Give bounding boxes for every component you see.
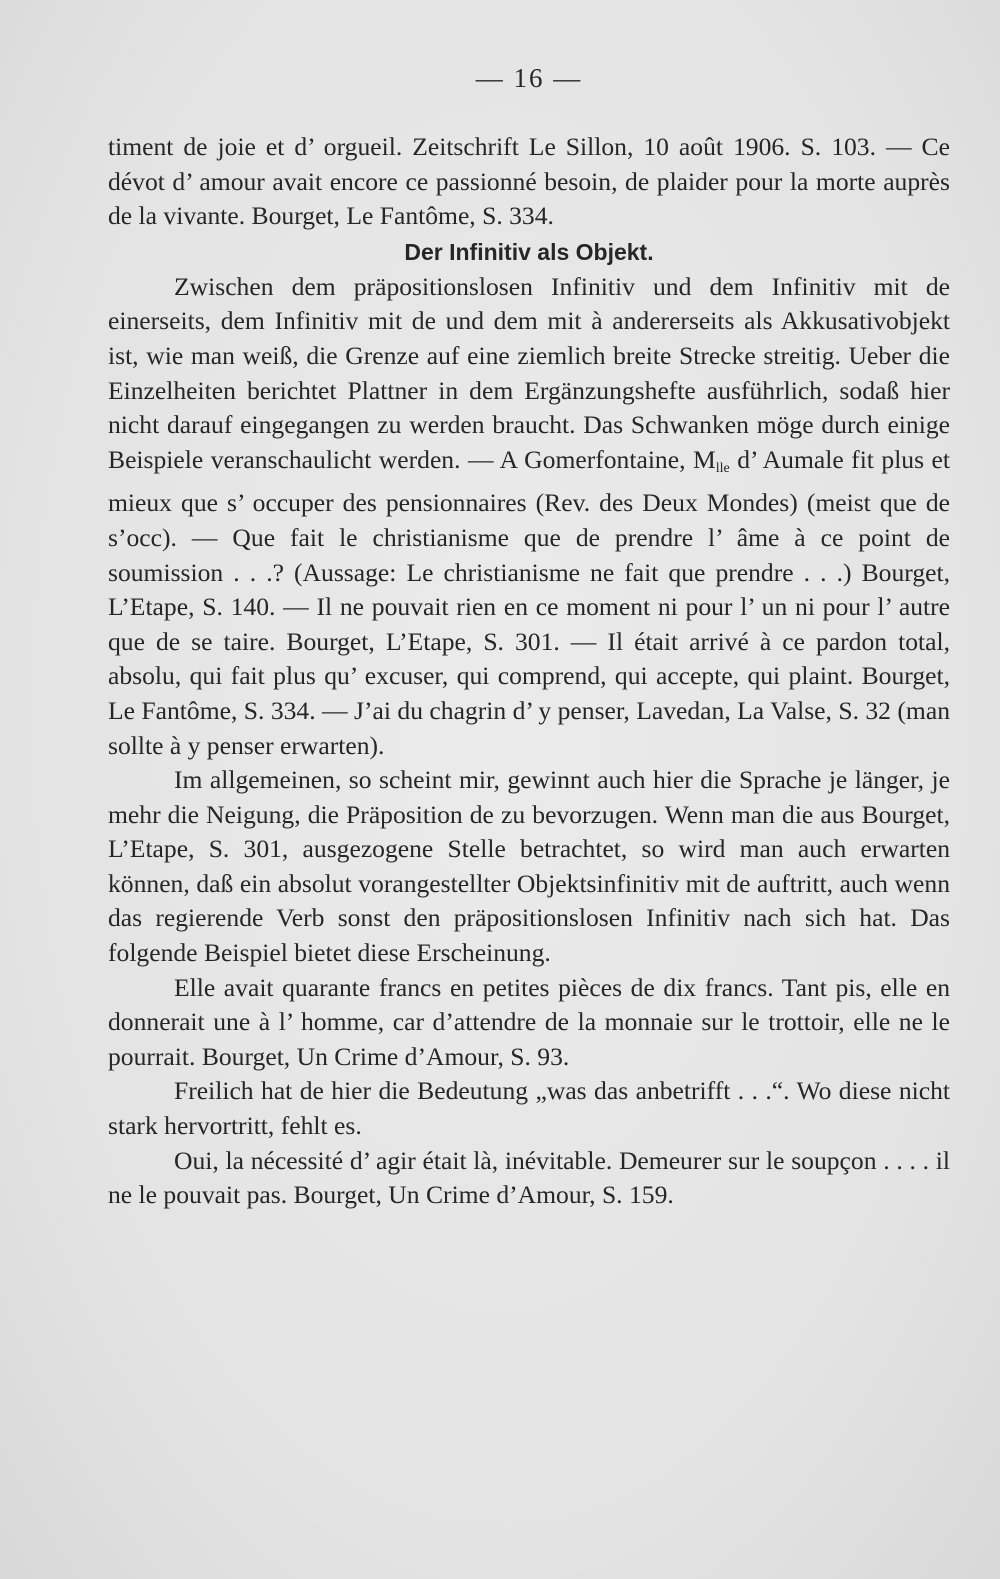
page-number: — 16 —	[475, 63, 583, 93]
paragraph-oui: Oui, la nécessité d’ agir était là, inévitable. Demeurer sur le soupçon . . . . il ne le pouvait pas. Bourget, Un Crime d’Amour, S. 159.	[108, 1145, 950, 1210]
paragraph-infinitiv-part2: d’ Aumale fit plus et mieux que s’ occuper des pensionnaires (Rev. des Deux Mondes) (meist que de s’occ). — Que fait le christianisme que de prendre l’ âme à ce point de soumission . . .? (Aussage: Le christianisme ne fait que prendre . . .) Bourget, L’Etape, S. 140. — Il ne pouvait rien en ce moment ni pour l’ un ni pour l’ autre que de se taire. Bourget, L’Etape, S. 301. — Il était arrivé à ce pardon total, absolu, qui fait plus qu’ excuser, qui comprend, qui accepte, qui plaint. Bourget, Le Fantôme, S. 334. — J’ai du chagrin d’ y penser, Lavedan, La Valse, S. 32 (man sollte à y penser erwarten).	[108, 444, 951, 760]
section-heading: Der Infinitiv als Objekt.	[404, 238, 654, 265]
paragraph-infinitiv-part1: Zwischen dem präpositionslosen Infinitiv und dem Infinitiv mit de einerseits, dem Infinitiv mit de und dem mit à andererseits als Akkusativobjekt ist, wie man weiß, die Grenze auf eine ziemlich breite Strecke streitig. Ueber die Einzelheiten berichtet Plattner in dem Ergänzungshefte ausführlich, sodaß hier nicht darauf eingegangen zu werden braucht. Das Schwanken möge durch einige Beispiele veranschaulicht werden. — A Gomerfontaine, M	[108, 271, 950, 474]
paragraph-infinitiv	[108, 270, 950, 763]
paragraph-allgemeinen: Im allgemeinen, so scheint mir, gewinnt auch hier die Sprache je länger, je mehr die Neigung, die Präposition de zu bevorzugen. Wenn man die aus Bourget, L’Etape, S. 301, ausgezogene Stelle betrachtet, so wird man auch erwarten können, daß ein absolut vorangestellter Objektsinfinitiv mit de auftritt, auch wenn das regierende Verb sonst den präpositionslosen Infinitiv nach sich hat. Das folgende Beispiel bietet diese Erscheinung.	[108, 765, 950, 968]
paragraph-elle-avait: Elle avait quarante francs en petites pièces de dix francs. Tant pis, elle en donnerait une à l’ homme, car d’attendre de la monnaie sur le trottoir, elle ne le pourrait. Bourget, Un Crime d’Amour, S. 93.	[108, 972, 950, 1071]
mademoiselle-abbrev: lle	[715, 460, 730, 476]
paragraph-freilich: Freilich hat de hier die Bedeutung „was das anbetrifft . . .“. Wo diese nicht stark hervortritt, fehlt es.	[108, 1076, 950, 1141]
paragraph-continuation: timent de joie et d’ orgueil. Zeitschrift Le Sillon, 10 août 1906. S. 103. — Ce dévot d’ amour avait encore ce passionné besoin, de plaider pour la morte auprès de la vivante. Bourget, Le Fantôme, S. 334.	[108, 132, 950, 231]
